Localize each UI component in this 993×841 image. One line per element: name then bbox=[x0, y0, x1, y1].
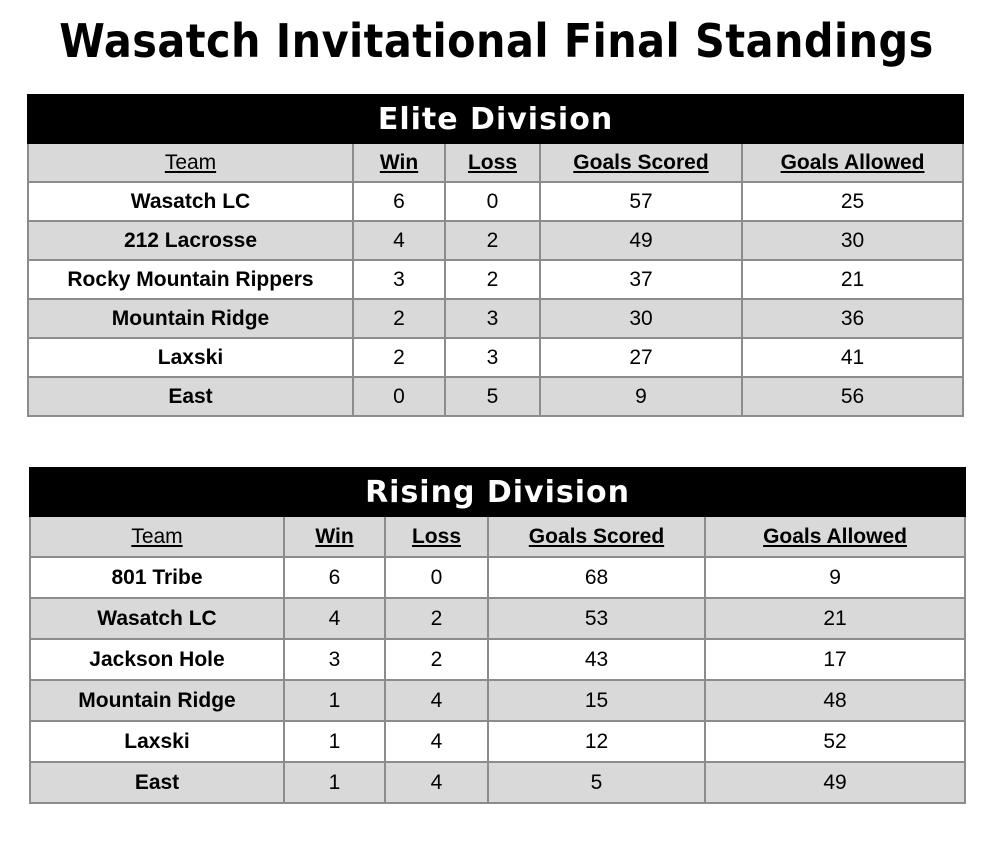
division-title: Rising Division bbox=[30, 468, 965, 516]
column-header-loss: Loss bbox=[445, 143, 540, 182]
win-cell: 1 bbox=[284, 762, 385, 803]
goals-allowed-cell: 9 bbox=[705, 557, 965, 598]
goals-allowed-cell: 21 bbox=[705, 598, 965, 639]
loss-cell: 2 bbox=[385, 639, 488, 680]
column-header-team: Team bbox=[30, 516, 284, 557]
table-row bbox=[30, 557, 965, 598]
goals-scored-cell: 53 bbox=[488, 598, 705, 639]
loss-cell: 4 bbox=[385, 721, 488, 762]
column-header-loss: Loss bbox=[385, 516, 488, 557]
loss-cell: 3 bbox=[445, 338, 540, 377]
team-cell: Rocky Mountain Rippers bbox=[28, 260, 353, 299]
win-cell: 3 bbox=[284, 639, 385, 680]
column-header-win: Win bbox=[284, 516, 385, 557]
column-header-goals-scored: Goals Scored bbox=[540, 143, 742, 182]
table-row bbox=[30, 680, 965, 721]
team-cell: East bbox=[28, 377, 353, 416]
goals-allowed-cell: 48 bbox=[705, 680, 965, 721]
goals-scored-cell: 49 bbox=[540, 221, 742, 260]
win-cell: 6 bbox=[284, 557, 385, 598]
page-title: Wasatch Invitational Final Standings bbox=[59, 14, 934, 68]
loss-cell: 5 bbox=[445, 377, 540, 416]
column-header-win: Win bbox=[353, 143, 445, 182]
win-cell: 0 bbox=[353, 377, 445, 416]
table-row bbox=[30, 762, 965, 803]
goals-scored-cell: 9 bbox=[540, 377, 742, 416]
goals-allowed-cell: 36 bbox=[742, 299, 963, 338]
win-cell: 1 bbox=[284, 680, 385, 721]
goals-allowed-cell: 56 bbox=[742, 377, 963, 416]
goals-scored-cell: 43 bbox=[488, 639, 705, 680]
table-row bbox=[30, 598, 965, 639]
loss-cell: 4 bbox=[385, 762, 488, 803]
column-header-goals-allowed: Goals Allowed bbox=[742, 143, 963, 182]
goals-allowed-cell: 41 bbox=[742, 338, 963, 377]
column-header-team: Team bbox=[28, 143, 353, 182]
goals-allowed-cell: 30 bbox=[742, 221, 963, 260]
win-cell: 2 bbox=[353, 299, 445, 338]
goals-scored-cell: 27 bbox=[540, 338, 742, 377]
team-cell: Jackson Hole bbox=[30, 639, 284, 680]
win-cell: 4 bbox=[284, 598, 385, 639]
win-cell: 2 bbox=[353, 338, 445, 377]
team-cell: 212 Lacrosse bbox=[28, 221, 353, 260]
goals-scored-cell: 68 bbox=[488, 557, 705, 598]
goals-allowed-cell: 52 bbox=[705, 721, 965, 762]
goals-scored-cell: 15 bbox=[488, 680, 705, 721]
loss-cell: 4 bbox=[385, 680, 488, 721]
loss-cell: 0 bbox=[445, 182, 540, 221]
team-cell: Laxski bbox=[28, 338, 353, 377]
column-header-goals-scored: Goals Scored bbox=[488, 516, 705, 557]
table-row bbox=[28, 260, 963, 299]
goals-allowed-cell: 49 bbox=[705, 762, 965, 803]
goals-scored-cell: 12 bbox=[488, 721, 705, 762]
win-cell: 3 bbox=[353, 260, 445, 299]
goals-scored-cell: 30 bbox=[540, 299, 742, 338]
goals-scored-cell: 37 bbox=[540, 260, 742, 299]
goals-allowed-cell: 21 bbox=[742, 260, 963, 299]
team-cell: Mountain Ridge bbox=[30, 680, 284, 721]
goals-scored-cell: 57 bbox=[540, 182, 742, 221]
table-row bbox=[28, 377, 963, 416]
table-row bbox=[28, 221, 963, 260]
team-cell: 801 Tribe bbox=[30, 557, 284, 598]
team-cell: Wasatch LC bbox=[28, 182, 353, 221]
win-cell: 1 bbox=[284, 721, 385, 762]
rising-division-table bbox=[29, 467, 966, 804]
elite-division-table bbox=[27, 94, 964, 417]
goals-scored-cell: 5 bbox=[488, 762, 705, 803]
column-header-goals-allowed: Goals Allowed bbox=[705, 516, 965, 557]
team-cell: Laxski bbox=[30, 721, 284, 762]
table-row bbox=[30, 639, 965, 680]
table-row bbox=[30, 721, 965, 762]
goals-allowed-cell: 25 bbox=[742, 182, 963, 221]
goals-allowed-cell: 17 bbox=[705, 639, 965, 680]
table-row bbox=[28, 299, 963, 338]
loss-cell: 0 bbox=[385, 557, 488, 598]
loss-cell: 2 bbox=[445, 221, 540, 260]
table-row bbox=[28, 182, 963, 221]
team-cell: East bbox=[30, 762, 284, 803]
loss-cell: 2 bbox=[385, 598, 488, 639]
loss-cell: 2 bbox=[445, 260, 540, 299]
loss-cell: 3 bbox=[445, 299, 540, 338]
table-row bbox=[28, 338, 963, 377]
win-cell: 6 bbox=[353, 182, 445, 221]
team-cell: Mountain Ridge bbox=[28, 299, 353, 338]
win-cell: 4 bbox=[353, 221, 445, 260]
division-title: Elite Division bbox=[28, 95, 963, 143]
team-cell: Wasatch LC bbox=[30, 598, 284, 639]
